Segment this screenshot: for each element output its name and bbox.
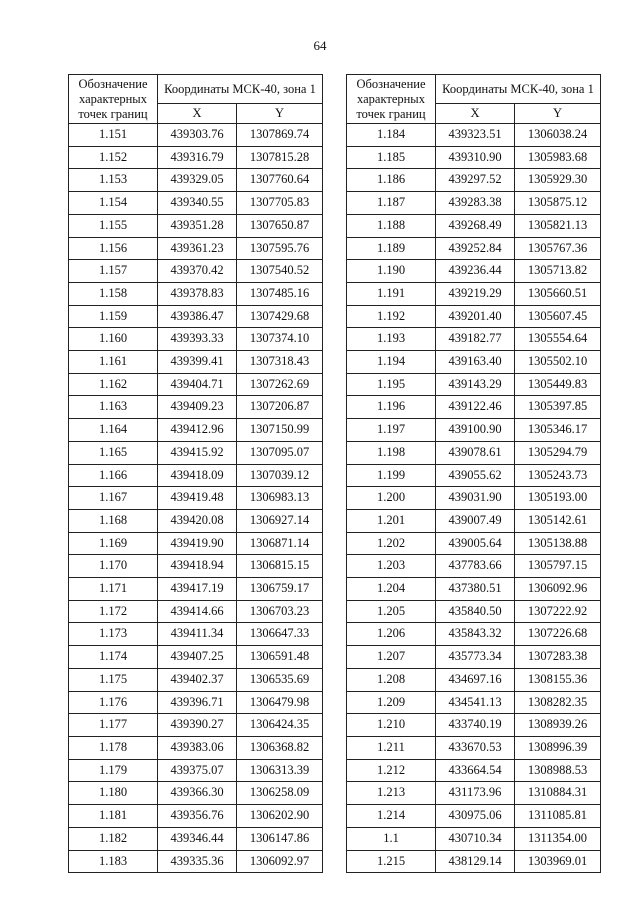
point-id-cell: 1.183 bbox=[69, 850, 158, 873]
table-row bbox=[347, 850, 601, 873]
table-row bbox=[347, 328, 601, 351]
point-id-cell: 1.162 bbox=[69, 373, 158, 396]
y-cell: 1305449.83 bbox=[515, 373, 601, 396]
table-row bbox=[347, 782, 601, 805]
y-cell: 1306983.13 bbox=[237, 487, 323, 510]
x-cell: 439378.83 bbox=[158, 282, 237, 305]
point-id-cell: 1.164 bbox=[69, 419, 158, 442]
table-row bbox=[347, 827, 601, 850]
x-cell: 439383.06 bbox=[158, 736, 237, 759]
point-id-cell: 1.195 bbox=[347, 373, 436, 396]
point-id-cell: 1.161 bbox=[69, 351, 158, 374]
x-cell: 439412.96 bbox=[158, 419, 237, 442]
y-cell: 1305660.51 bbox=[515, 282, 601, 305]
y-cell: 1305983.68 bbox=[515, 146, 601, 169]
table-row bbox=[69, 124, 323, 147]
point-id-cell: 1.157 bbox=[69, 260, 158, 283]
y-header: Y bbox=[515, 104, 601, 124]
x-cell: 439310.90 bbox=[436, 146, 515, 169]
table-row bbox=[69, 328, 323, 351]
table-row bbox=[69, 192, 323, 215]
table-row bbox=[69, 464, 323, 487]
y-cell: 1307262.69 bbox=[237, 373, 323, 396]
point-id-cell: 1.167 bbox=[69, 487, 158, 510]
table-row bbox=[347, 419, 601, 442]
coordinates-table-right bbox=[346, 74, 601, 873]
table-body-right bbox=[347, 124, 601, 873]
table-row bbox=[347, 578, 601, 601]
x-cell: 439407.25 bbox=[158, 646, 237, 669]
table-row bbox=[347, 146, 601, 169]
table-row bbox=[69, 827, 323, 850]
y-cell: 1305929.30 bbox=[515, 169, 601, 192]
point-id-cell: 1.191 bbox=[347, 282, 436, 305]
point-id-cell: 1.197 bbox=[347, 419, 436, 442]
y-cell: 1307760.64 bbox=[237, 169, 323, 192]
x-cell: 430710.34 bbox=[436, 827, 515, 850]
point-id-cell: 1.160 bbox=[69, 328, 158, 351]
page-number: 64 bbox=[313, 38, 327, 53]
x-cell: 439297.52 bbox=[436, 169, 515, 192]
y-cell: 1307869.74 bbox=[237, 124, 323, 147]
x-cell: 439143.29 bbox=[436, 373, 515, 396]
y-cell: 1307206.87 bbox=[237, 396, 323, 419]
table-row bbox=[347, 487, 601, 510]
x-cell: 439409.23 bbox=[158, 396, 237, 419]
y-cell: 1305607.45 bbox=[515, 305, 601, 328]
y-cell: 1305243.73 bbox=[515, 464, 601, 487]
point-id-cell: 1.172 bbox=[69, 600, 158, 623]
y-cell: 1306871.14 bbox=[237, 532, 323, 555]
x-cell: 439396.71 bbox=[158, 691, 237, 714]
y-cell: 1306759.17 bbox=[237, 578, 323, 601]
table-body-left bbox=[69, 124, 323, 873]
point-id-cell: 1.194 bbox=[347, 351, 436, 374]
table-row bbox=[69, 260, 323, 283]
table-row bbox=[347, 169, 601, 192]
y-cell: 1305554.64 bbox=[515, 328, 601, 351]
x-cell: 439201.40 bbox=[436, 305, 515, 328]
y-cell: 1308996.39 bbox=[515, 736, 601, 759]
point-id-cell: 1.175 bbox=[69, 668, 158, 691]
table-row bbox=[347, 237, 601, 260]
y-cell: 1310884.31 bbox=[515, 782, 601, 805]
y-cell: 1305713.82 bbox=[515, 260, 601, 283]
table-row bbox=[69, 600, 323, 623]
point-id-cell: 1.185 bbox=[347, 146, 436, 169]
x-cell: 439007.49 bbox=[436, 509, 515, 532]
point-id-cell: 1.211 bbox=[347, 736, 436, 759]
y-cell: 1305767.36 bbox=[515, 237, 601, 260]
point-id-cell: 1.186 bbox=[347, 169, 436, 192]
y-cell: 1307318.43 bbox=[237, 351, 323, 374]
point-id-cell: 1.215 bbox=[347, 850, 436, 873]
table-row bbox=[69, 668, 323, 691]
x-cell: 439163.40 bbox=[436, 351, 515, 374]
y-cell: 1303969.01 bbox=[515, 850, 601, 873]
point-id-cell: 1.1 bbox=[347, 827, 436, 850]
x-cell: 439399.41 bbox=[158, 351, 237, 374]
table-row bbox=[347, 509, 601, 532]
table-row bbox=[347, 260, 601, 283]
table-row bbox=[69, 214, 323, 237]
point-id-cell: 1.177 bbox=[69, 714, 158, 737]
y-cell: 1307039.12 bbox=[237, 464, 323, 487]
table-row bbox=[69, 691, 323, 714]
table-row bbox=[69, 736, 323, 759]
table-row bbox=[347, 736, 601, 759]
y-cell: 1306479.98 bbox=[237, 691, 323, 714]
point-id-cell: 1.170 bbox=[69, 555, 158, 578]
y-cell: 1306927.14 bbox=[237, 509, 323, 532]
point-id-cell: 1.207 bbox=[347, 646, 436, 669]
x-cell: 439031.90 bbox=[436, 487, 515, 510]
x-cell: 439419.90 bbox=[158, 532, 237, 555]
y-cell: 1306147.86 bbox=[237, 827, 323, 850]
table-row bbox=[347, 646, 601, 669]
x-cell: 439420.08 bbox=[158, 509, 237, 532]
table-row bbox=[69, 532, 323, 555]
point-id-cell: 1.192 bbox=[347, 305, 436, 328]
point-id-cell: 1.213 bbox=[347, 782, 436, 805]
x-cell: 435773.34 bbox=[436, 646, 515, 669]
x-cell: 439414.66 bbox=[158, 600, 237, 623]
x-cell: 439361.23 bbox=[158, 237, 237, 260]
x-cell: 439078.61 bbox=[436, 441, 515, 464]
table-row bbox=[69, 396, 323, 419]
y-cell: 1307815.28 bbox=[237, 146, 323, 169]
point-id-cell: 1.198 bbox=[347, 441, 436, 464]
x-cell: 439351.28 bbox=[158, 214, 237, 237]
y-cell: 1307374.10 bbox=[237, 328, 323, 351]
coordinates-header: Координаты МСК-40, зона 1 bbox=[158, 75, 323, 104]
y-cell: 1305193.00 bbox=[515, 487, 601, 510]
x-cell: 439055.62 bbox=[436, 464, 515, 487]
point-id-cell: 1.199 bbox=[347, 464, 436, 487]
x-cell: 439268.49 bbox=[436, 214, 515, 237]
y-cell: 1306815.15 bbox=[237, 555, 323, 578]
x-cell: 439393.33 bbox=[158, 328, 237, 351]
y-header: Y bbox=[237, 104, 323, 124]
x-cell: 439418.09 bbox=[158, 464, 237, 487]
y-cell: 1306092.97 bbox=[237, 850, 323, 873]
point-id-cell: 1.188 bbox=[347, 214, 436, 237]
designation-header: Обозначение характерных точек границ bbox=[69, 75, 158, 124]
x-cell: 433664.54 bbox=[436, 759, 515, 782]
y-cell: 1308988.53 bbox=[515, 759, 601, 782]
x-cell: 439236.44 bbox=[436, 260, 515, 283]
point-id-cell: 1.187 bbox=[347, 192, 436, 215]
x-cell: 439323.51 bbox=[436, 124, 515, 147]
point-id-cell: 1.184 bbox=[347, 124, 436, 147]
x-cell: 437783.66 bbox=[436, 555, 515, 578]
x-cell: 439411.34 bbox=[158, 623, 237, 646]
y-cell: 1306535.69 bbox=[237, 668, 323, 691]
point-id-cell: 1.182 bbox=[69, 827, 158, 850]
x-cell: 433740.19 bbox=[436, 714, 515, 737]
point-id-cell: 1.163 bbox=[69, 396, 158, 419]
x-cell: 439356.76 bbox=[158, 805, 237, 828]
point-id-cell: 1.202 bbox=[347, 532, 436, 555]
y-cell: 1306591.48 bbox=[237, 646, 323, 669]
y-cell: 1308282.35 bbox=[515, 691, 601, 714]
table-row bbox=[347, 351, 601, 374]
table-row bbox=[69, 714, 323, 737]
y-cell: 1311354.00 bbox=[515, 827, 601, 850]
x-cell: 439366.30 bbox=[158, 782, 237, 805]
x-cell: 439346.44 bbox=[158, 827, 237, 850]
point-id-cell: 1.151 bbox=[69, 124, 158, 147]
y-cell: 1306258.09 bbox=[237, 782, 323, 805]
table-row bbox=[69, 351, 323, 374]
y-cell: 1306202.90 bbox=[237, 805, 323, 828]
x-cell: 439402.37 bbox=[158, 668, 237, 691]
point-id-cell: 1.201 bbox=[347, 509, 436, 532]
table-row bbox=[69, 805, 323, 828]
y-cell: 1306424.35 bbox=[237, 714, 323, 737]
x-cell: 438129.14 bbox=[436, 850, 515, 873]
table-row bbox=[69, 146, 323, 169]
x-cell: 434541.13 bbox=[436, 691, 515, 714]
point-id-cell: 1.193 bbox=[347, 328, 436, 351]
table-row bbox=[69, 487, 323, 510]
table-row bbox=[69, 373, 323, 396]
x-cell: 439100.90 bbox=[436, 419, 515, 442]
table-row bbox=[347, 714, 601, 737]
table-row bbox=[69, 237, 323, 260]
y-cell: 1305397.85 bbox=[515, 396, 601, 419]
point-id-cell: 1.169 bbox=[69, 532, 158, 555]
x-header: X bbox=[158, 104, 237, 124]
point-id-cell: 1.190 bbox=[347, 260, 436, 283]
table-row bbox=[69, 509, 323, 532]
x-cell: 439375.07 bbox=[158, 759, 237, 782]
point-id-cell: 1.209 bbox=[347, 691, 436, 714]
point-id-cell: 1.206 bbox=[347, 623, 436, 646]
x-cell: 439182.77 bbox=[436, 328, 515, 351]
table-row bbox=[347, 623, 601, 646]
x-cell: 437380.51 bbox=[436, 578, 515, 601]
table-row bbox=[69, 169, 323, 192]
table-row bbox=[347, 441, 601, 464]
y-cell: 1306092.96 bbox=[515, 578, 601, 601]
x-cell: 439419.48 bbox=[158, 487, 237, 510]
x-cell: 439316.79 bbox=[158, 146, 237, 169]
x-cell: 439415.92 bbox=[158, 441, 237, 464]
y-cell: 1307283.38 bbox=[515, 646, 601, 669]
x-cell: 439417.19 bbox=[158, 578, 237, 601]
y-cell: 1306038.24 bbox=[515, 124, 601, 147]
point-id-cell: 1.168 bbox=[69, 509, 158, 532]
y-cell: 1305875.12 bbox=[515, 192, 601, 215]
y-cell: 1306647.33 bbox=[237, 623, 323, 646]
point-id-cell: 1.153 bbox=[69, 169, 158, 192]
y-cell: 1305502.10 bbox=[515, 351, 601, 374]
y-cell: 1305142.61 bbox=[515, 509, 601, 532]
x-cell: 439283.38 bbox=[436, 192, 515, 215]
designation-header: Обозначение характерных точек границ bbox=[347, 75, 436, 124]
point-id-cell: 1.212 bbox=[347, 759, 436, 782]
x-cell: 439386.47 bbox=[158, 305, 237, 328]
point-id-cell: 1.154 bbox=[69, 192, 158, 215]
y-cell: 1307150.99 bbox=[237, 419, 323, 442]
point-id-cell: 1.178 bbox=[69, 736, 158, 759]
point-id-cell: 1.166 bbox=[69, 464, 158, 487]
point-id-cell: 1.159 bbox=[69, 305, 158, 328]
table-row bbox=[347, 396, 601, 419]
y-cell: 1307429.68 bbox=[237, 305, 323, 328]
point-id-cell: 1.210 bbox=[347, 714, 436, 737]
table-row bbox=[69, 646, 323, 669]
table-row bbox=[69, 623, 323, 646]
point-id-cell: 1.156 bbox=[69, 237, 158, 260]
y-cell: 1305294.79 bbox=[515, 441, 601, 464]
table-row bbox=[347, 373, 601, 396]
table-row bbox=[69, 555, 323, 578]
x-cell: 434697.16 bbox=[436, 668, 515, 691]
table-row bbox=[69, 850, 323, 873]
y-cell: 1307650.87 bbox=[237, 214, 323, 237]
y-cell: 1307705.83 bbox=[237, 192, 323, 215]
y-cell: 1305346.17 bbox=[515, 419, 601, 442]
x-cell: 439340.55 bbox=[158, 192, 237, 215]
table-row bbox=[69, 305, 323, 328]
point-id-cell: 1.200 bbox=[347, 487, 436, 510]
point-id-cell: 1.174 bbox=[69, 646, 158, 669]
table-row bbox=[69, 419, 323, 442]
x-cell: 439252.84 bbox=[436, 237, 515, 260]
point-id-cell: 1.152 bbox=[69, 146, 158, 169]
table-row bbox=[69, 282, 323, 305]
x-cell: 439404.71 bbox=[158, 373, 237, 396]
table-row bbox=[347, 805, 601, 828]
point-id-cell: 1.165 bbox=[69, 441, 158, 464]
point-id-cell: 1.181 bbox=[69, 805, 158, 828]
y-cell: 1306313.39 bbox=[237, 759, 323, 782]
y-cell: 1307485.16 bbox=[237, 282, 323, 305]
point-id-cell: 1.179 bbox=[69, 759, 158, 782]
y-cell: 1305797.15 bbox=[515, 555, 601, 578]
x-cell: 439219.29 bbox=[436, 282, 515, 305]
x-cell: 439303.76 bbox=[158, 124, 237, 147]
table-row bbox=[347, 555, 601, 578]
table-row bbox=[69, 782, 323, 805]
coordinates-table-left bbox=[68, 74, 323, 873]
x-cell: 435843.32 bbox=[436, 623, 515, 646]
y-cell: 1307222.92 bbox=[515, 600, 601, 623]
coordinates-header: Координаты МСК-40, зона 1 bbox=[436, 75, 601, 104]
x-cell: 439390.27 bbox=[158, 714, 237, 737]
point-id-cell: 1.176 bbox=[69, 691, 158, 714]
point-id-cell: 1.155 bbox=[69, 214, 158, 237]
x-cell: 439005.64 bbox=[436, 532, 515, 555]
point-id-cell: 1.204 bbox=[347, 578, 436, 601]
y-cell: 1311085.81 bbox=[515, 805, 601, 828]
point-id-cell: 1.203 bbox=[347, 555, 436, 578]
table-row bbox=[347, 691, 601, 714]
y-cell: 1307226.68 bbox=[515, 623, 601, 646]
x-cell: 439418.94 bbox=[158, 555, 237, 578]
y-cell: 1307595.76 bbox=[237, 237, 323, 260]
y-cell: 1305138.88 bbox=[515, 532, 601, 555]
table-row bbox=[347, 192, 601, 215]
y-cell: 1306368.82 bbox=[237, 736, 323, 759]
table-row bbox=[347, 532, 601, 555]
x-cell: 435840.50 bbox=[436, 600, 515, 623]
point-id-cell: 1.158 bbox=[69, 282, 158, 305]
y-cell: 1305821.13 bbox=[515, 214, 601, 237]
table-row bbox=[347, 124, 601, 147]
point-id-cell: 1.214 bbox=[347, 805, 436, 828]
x-cell: 433670.53 bbox=[436, 736, 515, 759]
point-id-cell: 1.180 bbox=[69, 782, 158, 805]
x-cell: 439335.36 bbox=[158, 850, 237, 873]
y-cell: 1306703.23 bbox=[237, 600, 323, 623]
table-row bbox=[347, 668, 601, 691]
y-cell: 1308939.26 bbox=[515, 714, 601, 737]
table-row bbox=[347, 282, 601, 305]
x-cell: 430975.06 bbox=[436, 805, 515, 828]
table-row bbox=[347, 214, 601, 237]
table-row bbox=[69, 441, 323, 464]
table-row bbox=[347, 759, 601, 782]
point-id-cell: 1.196 bbox=[347, 396, 436, 419]
point-id-cell: 1.189 bbox=[347, 237, 436, 260]
table-row bbox=[69, 759, 323, 782]
x-cell: 431173.96 bbox=[436, 782, 515, 805]
y-cell: 1307540.52 bbox=[237, 260, 323, 283]
y-cell: 1307095.07 bbox=[237, 441, 323, 464]
x-cell: 439122.46 bbox=[436, 396, 515, 419]
table-row bbox=[69, 578, 323, 601]
point-id-cell: 1.205 bbox=[347, 600, 436, 623]
table-row bbox=[347, 600, 601, 623]
x-cell: 439370.42 bbox=[158, 260, 237, 283]
x-cell: 439329.05 bbox=[158, 169, 237, 192]
table-row bbox=[347, 464, 601, 487]
y-cell: 1308155.36 bbox=[515, 668, 601, 691]
point-id-cell: 1.208 bbox=[347, 668, 436, 691]
table-row bbox=[347, 305, 601, 328]
point-id-cell: 1.173 bbox=[69, 623, 158, 646]
x-header: X bbox=[436, 104, 515, 124]
point-id-cell: 1.171 bbox=[69, 578, 158, 601]
